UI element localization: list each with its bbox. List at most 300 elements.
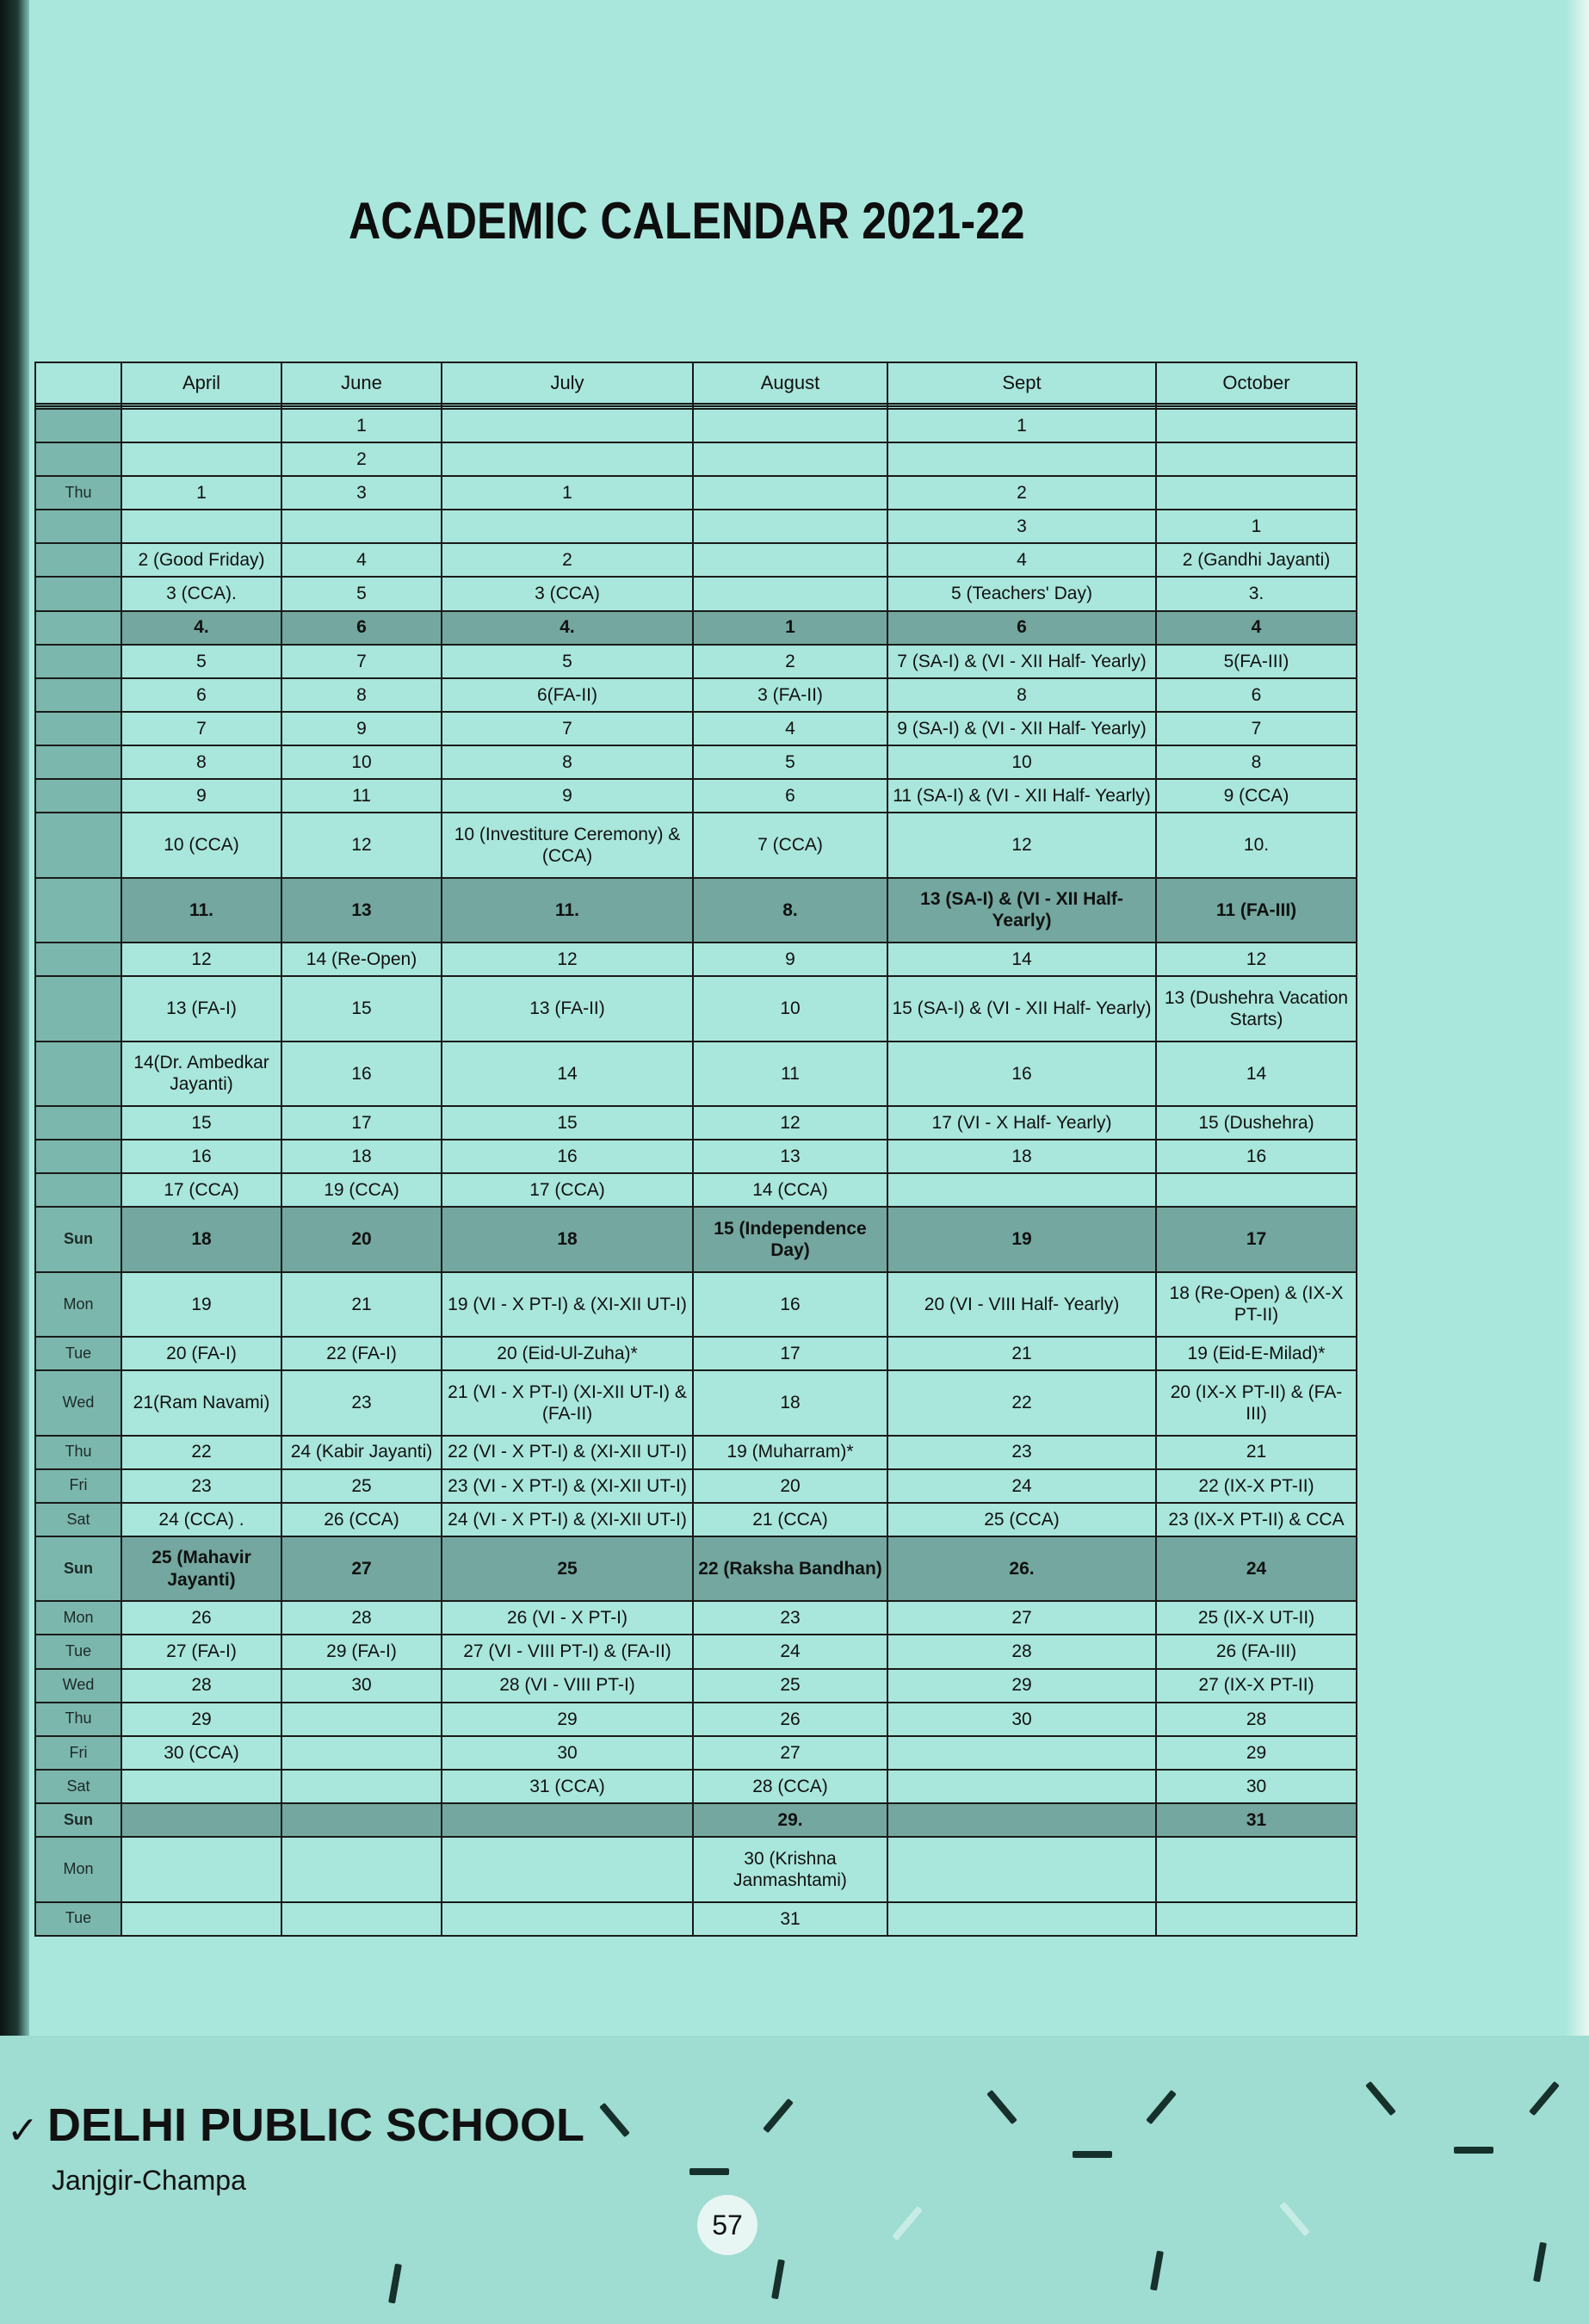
date-cell xyxy=(281,1770,442,1803)
date-cell: 25 xyxy=(693,1669,887,1703)
date-cell: 17 xyxy=(281,1106,442,1140)
page-binding-edge xyxy=(0,0,29,2324)
date-cell xyxy=(1156,409,1357,442)
date-cell xyxy=(442,442,693,476)
weekday-cell: Sun xyxy=(35,1207,121,1271)
date-cell: 11 (FA-III) xyxy=(1156,878,1357,943)
date-cell: 13 (FA-I) xyxy=(121,976,281,1041)
page-title: ACADEMIC CALENDAR 2021-22 xyxy=(349,192,1025,250)
date-cell xyxy=(693,577,887,610)
date-cell: 13 (SA-I) & (VI - XII Half- Yearly) xyxy=(887,878,1156,943)
date-cell: 12 xyxy=(1156,943,1357,976)
date-cell: 4. xyxy=(442,611,693,645)
weekday-cell xyxy=(35,611,121,645)
month-header: July xyxy=(442,362,693,404)
date-cell: 12 xyxy=(121,943,281,976)
date-cell: 5 xyxy=(693,745,887,779)
calendar-row xyxy=(35,1370,1357,1435)
date-cell: 12 xyxy=(281,813,442,877)
calendar-row xyxy=(35,678,1357,712)
calendar-row xyxy=(35,1635,1357,1668)
date-cell: 4. xyxy=(121,611,281,645)
calendar-row xyxy=(35,442,1357,476)
date-cell: 21 (CCA) xyxy=(693,1503,887,1536)
weekday-cell: Thu xyxy=(35,1703,121,1736)
date-cell: 8 xyxy=(1156,745,1357,779)
calendar-row xyxy=(35,1041,1357,1106)
date-cell xyxy=(693,510,887,543)
date-cell: 26 (VI - X PT-I) xyxy=(442,1601,693,1635)
date-cell: 21 xyxy=(1156,1436,1357,1469)
date-cell: 26 (CCA) xyxy=(281,1503,442,1536)
date-cell: 2 xyxy=(281,442,442,476)
date-cell: 29 xyxy=(887,1669,1156,1703)
date-cell: 20 (VI - VIII Half- Yearly) xyxy=(887,1272,1156,1337)
calendar-row xyxy=(35,813,1357,877)
date-cell xyxy=(1156,476,1357,510)
date-cell: 16 xyxy=(887,1041,1156,1106)
date-cell xyxy=(121,1770,281,1803)
date-cell xyxy=(442,1837,693,1901)
weekday-cell: Mon xyxy=(35,1272,121,1337)
calendar-row xyxy=(35,510,1357,543)
date-cell xyxy=(1156,1173,1357,1207)
date-cell xyxy=(121,1803,281,1837)
date-cell: 20 (IX-X PT-II) & (FA-III) xyxy=(1156,1370,1357,1435)
date-cell: 14 xyxy=(887,943,1156,976)
date-cell: 13 xyxy=(693,1140,887,1173)
date-cell: 2 xyxy=(887,476,1156,510)
date-cell: 23 xyxy=(121,1469,281,1503)
date-cell: 23 (IX-X PT-II) & CCA xyxy=(1156,1503,1357,1536)
date-cell: 18 xyxy=(121,1207,281,1271)
calendar-row xyxy=(35,1601,1357,1635)
date-cell: 17 (CCA) xyxy=(121,1173,281,1207)
date-cell: 2 (Gandhi Jayanti) xyxy=(1156,543,1357,577)
date-cell: 15 (SA-I) & (VI - XII Half- Yearly) xyxy=(887,976,1156,1041)
weekday-cell xyxy=(35,943,121,976)
date-cell: 19 (Eid-E-Milad)* xyxy=(1156,1337,1357,1370)
date-cell: 2 xyxy=(693,645,887,678)
date-cell: 22 (FA-I) xyxy=(281,1337,442,1370)
date-cell xyxy=(887,1770,1156,1803)
date-cell: 7 xyxy=(121,712,281,745)
date-cell: 6 xyxy=(281,611,442,645)
date-cell: 22 xyxy=(121,1436,281,1469)
date-cell: 18 xyxy=(442,1207,693,1271)
weekday-cell xyxy=(35,577,121,610)
date-cell: 24 (CCA) . xyxy=(121,1503,281,1536)
weekday-cell xyxy=(35,976,121,1041)
date-cell: 5(FA-III) xyxy=(1156,645,1357,678)
date-cell: 25 (Mahavir Jayanti) xyxy=(121,1536,281,1601)
date-cell: 20 (FA-I) xyxy=(121,1337,281,1370)
date-cell: 14 (Re-Open) xyxy=(281,943,442,976)
date-cell: 11. xyxy=(442,878,693,943)
calendar-row xyxy=(35,1503,1357,1536)
calendar-row xyxy=(35,745,1357,779)
date-cell: 5 (Teachers' Day) xyxy=(887,577,1156,610)
date-cell: 10 (Investiture Ceremony) & (CCA) xyxy=(442,813,693,877)
date-cell: 17 xyxy=(1156,1207,1357,1271)
date-cell: 1 xyxy=(1156,510,1357,543)
calendar-row xyxy=(35,1669,1357,1703)
date-cell xyxy=(887,442,1156,476)
calendar-row xyxy=(35,1837,1357,1901)
date-cell xyxy=(442,510,693,543)
date-cell: 30 (Krishna Janmashtami) xyxy=(693,1837,887,1901)
weekday-cell: Tue xyxy=(35,1902,121,1937)
month-header: October xyxy=(1156,362,1357,404)
weekday-cell: Thu xyxy=(35,476,121,510)
date-cell xyxy=(1156,442,1357,476)
weekday-cell xyxy=(35,645,121,678)
date-cell: 26 xyxy=(693,1703,887,1736)
date-cell xyxy=(121,1837,281,1901)
header-row xyxy=(35,362,1357,404)
calendar-row xyxy=(35,1337,1357,1370)
date-cell xyxy=(693,442,887,476)
date-cell: 18 (Re-Open) & (IX-X PT-II) xyxy=(1156,1272,1357,1337)
date-cell xyxy=(442,1803,693,1837)
date-cell: 3 (FA-II) xyxy=(693,678,887,712)
date-cell: 19 (Muharram)* xyxy=(693,1436,887,1469)
calendar-row xyxy=(35,712,1357,745)
date-cell: 26 xyxy=(121,1601,281,1635)
calendar-table xyxy=(34,362,1357,1937)
weekday-cell: Sat xyxy=(35,1770,121,1803)
date-cell: 7 (CCA) xyxy=(693,813,887,877)
date-cell: 28 xyxy=(887,1635,1156,1668)
month-header: June xyxy=(281,362,442,404)
date-cell: 17 (VI - X Half- Yearly) xyxy=(887,1106,1156,1140)
date-cell: 14 xyxy=(1156,1041,1357,1106)
calendar-row xyxy=(35,1106,1357,1140)
date-cell: 9 xyxy=(693,943,887,976)
date-cell: 27 (IX-X PT-II) xyxy=(1156,1669,1357,1703)
date-cell: 6 xyxy=(121,678,281,712)
date-cell: 15 xyxy=(442,1106,693,1140)
date-cell: 30 xyxy=(281,1669,442,1703)
date-cell: 24 (VI - X PT-I) & (XI-XII UT-I) xyxy=(442,1503,693,1536)
weekday-cell xyxy=(35,409,121,442)
calendar-row xyxy=(35,1173,1357,1207)
date-cell xyxy=(887,1803,1156,1837)
date-cell: 28 xyxy=(281,1601,442,1635)
date-cell: 28 (VI - VIII PT-I) xyxy=(442,1669,693,1703)
date-cell: 15 xyxy=(281,976,442,1041)
date-cell: 2 xyxy=(442,543,693,577)
date-cell: 10 (CCA) xyxy=(121,813,281,877)
date-cell: 24 (Kabir Jayanti) xyxy=(281,1436,442,1469)
date-cell: 5 xyxy=(121,645,281,678)
date-cell: 14 xyxy=(442,1041,693,1106)
date-cell: 28 xyxy=(1156,1703,1357,1736)
decorative-dash xyxy=(689,2168,729,2175)
date-cell: 27 xyxy=(693,1736,887,1770)
date-cell: 22 (Raksha Bandhan) xyxy=(693,1536,887,1601)
date-cell: 30 xyxy=(1156,1770,1357,1803)
date-cell: 25 (CCA) xyxy=(887,1503,1156,1536)
weekday-cell: Sat xyxy=(35,1503,121,1536)
date-cell: 7 xyxy=(1156,712,1357,745)
calendar-body xyxy=(35,404,1357,1936)
date-cell: 26. xyxy=(887,1536,1156,1601)
day-column-header xyxy=(35,362,121,404)
date-cell: 27 (FA-I) xyxy=(121,1635,281,1668)
date-cell: 3 (CCA) xyxy=(442,577,693,610)
date-cell xyxy=(887,1902,1156,1937)
date-cell: 10 xyxy=(281,745,442,779)
date-cell xyxy=(442,409,693,442)
month-header: April xyxy=(121,362,281,404)
date-cell: 3 xyxy=(887,510,1156,543)
date-cell xyxy=(1156,1837,1357,1901)
date-cell: 31 xyxy=(1156,1803,1357,1837)
calendar-row xyxy=(35,878,1357,943)
date-cell: 1 xyxy=(693,611,887,645)
date-cell: 26 (FA-III) xyxy=(1156,1635,1357,1668)
date-cell: 12 xyxy=(887,813,1156,877)
date-cell: 28 (CCA) xyxy=(693,1770,887,1803)
weekday-cell xyxy=(35,1140,121,1173)
calendar-row xyxy=(35,1803,1357,1837)
date-cell xyxy=(281,1902,442,1937)
date-cell: 14(Dr. Ambedkar Jayanti) xyxy=(121,1041,281,1106)
date-cell: 5 xyxy=(281,577,442,610)
weekday-cell xyxy=(35,678,121,712)
date-cell: 29 (FA-I) xyxy=(281,1635,442,1668)
date-cell: 31 xyxy=(693,1902,887,1937)
weekday-cell: Wed xyxy=(35,1370,121,1435)
date-cell: 24 xyxy=(693,1635,887,1668)
date-cell: 27 (VI - VIII PT-I) & (FA-II) xyxy=(442,1635,693,1668)
page-number: 57 xyxy=(697,2195,757,2255)
date-cell: 1 xyxy=(442,476,693,510)
date-cell: 16 xyxy=(281,1041,442,1106)
date-cell: 22 (VI - X PT-I) & (XI-XII UT-I) xyxy=(442,1436,693,1469)
date-cell: 11. xyxy=(121,878,281,943)
calendar-row xyxy=(35,1207,1357,1271)
weekday-cell: Thu xyxy=(35,1436,121,1469)
weekday-cell: Fri xyxy=(35,1469,121,1503)
date-cell: 8. xyxy=(693,878,887,943)
date-cell: 4 xyxy=(1156,611,1357,645)
date-cell: 8 xyxy=(442,745,693,779)
calendar-row xyxy=(35,1469,1357,1503)
date-cell: 20 xyxy=(281,1207,442,1271)
date-cell: 21 xyxy=(281,1272,442,1337)
page-right-edge xyxy=(1565,0,1589,2324)
date-cell: 22 (IX-X PT-II) xyxy=(1156,1469,1357,1503)
date-cell: 15 (Dushehra) xyxy=(1156,1106,1357,1140)
date-cell: 20 (Eid-Ul-Zuha)* xyxy=(442,1337,693,1370)
date-cell: 6(FA-II) xyxy=(442,678,693,712)
date-cell: 29 xyxy=(442,1703,693,1736)
date-cell: 17 (CCA) xyxy=(442,1173,693,1207)
date-cell xyxy=(1156,1902,1357,1937)
date-cell xyxy=(887,1837,1156,1901)
weekday-cell xyxy=(35,1041,121,1106)
date-cell: 29 xyxy=(1156,1736,1357,1770)
decorative-dash xyxy=(1073,2151,1112,2158)
date-cell: 19 (CCA) xyxy=(281,1173,442,1207)
school-name: DELHI PUBLIC SCHOOL xyxy=(47,2099,585,2151)
date-cell: 12 xyxy=(693,1106,887,1140)
weekday-cell xyxy=(35,878,121,943)
date-cell: 19 xyxy=(121,1272,281,1337)
date-cell: 15 xyxy=(121,1106,281,1140)
date-cell: 1 xyxy=(121,476,281,510)
date-cell: 27 xyxy=(887,1601,1156,1635)
weekday-cell xyxy=(35,1106,121,1140)
month-header: August xyxy=(693,362,887,404)
date-cell: 29 xyxy=(121,1703,281,1736)
calendar-row xyxy=(35,1902,1357,1937)
date-cell: 9 xyxy=(442,779,693,813)
calendar-row xyxy=(35,976,1357,1041)
date-cell: 20 xyxy=(693,1469,887,1503)
date-cell xyxy=(887,1736,1156,1770)
date-cell: 23 xyxy=(887,1436,1156,1469)
date-cell: 4 xyxy=(693,712,887,745)
date-cell: 1 xyxy=(887,409,1156,442)
date-cell: 11 xyxy=(281,779,442,813)
date-cell xyxy=(887,1173,1156,1207)
date-cell: 2 (Good Friday) xyxy=(121,543,281,577)
calendar-row xyxy=(35,1436,1357,1469)
date-cell: 29. xyxy=(693,1803,887,1837)
calendar-row xyxy=(35,611,1357,645)
date-cell: 18 xyxy=(693,1370,887,1435)
date-cell: 4 xyxy=(887,543,1156,577)
date-cell: 6 xyxy=(1156,678,1357,712)
weekday-cell: Fri xyxy=(35,1736,121,1770)
date-cell: 11 xyxy=(693,1041,887,1106)
calendar-row xyxy=(35,1736,1357,1770)
weekday-cell xyxy=(35,712,121,745)
date-cell xyxy=(693,476,887,510)
date-cell: 10. xyxy=(1156,813,1357,877)
date-cell: 27 xyxy=(281,1536,442,1601)
date-cell: 21 xyxy=(887,1337,1156,1370)
date-cell: 30 xyxy=(442,1736,693,1770)
date-cell: 10 xyxy=(693,976,887,1041)
date-cell: 7 xyxy=(281,645,442,678)
date-cell xyxy=(693,543,887,577)
date-cell: 31 (CCA) xyxy=(442,1770,693,1803)
decorative-dash xyxy=(1454,2147,1493,2154)
date-cell: 7 (SA-I) & (VI - XII Half- Yearly) xyxy=(887,645,1156,678)
date-cell: 15 (Independence Day) xyxy=(693,1207,887,1271)
date-cell: 14 (CCA) xyxy=(693,1173,887,1207)
calendar-row xyxy=(35,1272,1357,1337)
date-cell: 3 xyxy=(281,476,442,510)
date-cell: 23 xyxy=(693,1601,887,1635)
date-cell: 8 xyxy=(887,678,1156,712)
date-cell: 1 xyxy=(281,409,442,442)
date-cell xyxy=(281,1837,442,1901)
date-cell xyxy=(442,1902,693,1937)
weekday-cell xyxy=(35,745,121,779)
date-cell xyxy=(281,510,442,543)
checkmark-icon: ✓ xyxy=(7,2110,39,2152)
date-cell: 23 xyxy=(281,1370,442,1435)
date-cell: 13 (Dushehra Vacation Starts) xyxy=(1156,976,1357,1041)
weekday-cell xyxy=(35,1173,121,1207)
calendar-row xyxy=(35,543,1357,577)
date-cell: 23 (VI - X PT-I) & (XI-XII UT-I) xyxy=(442,1469,693,1503)
school-city: Janjgir-Champa xyxy=(52,2165,246,2196)
date-cell xyxy=(121,442,281,476)
date-cell: 6 xyxy=(693,779,887,813)
date-cell: 5 xyxy=(442,645,693,678)
calendar-row xyxy=(35,577,1357,610)
weekday-cell xyxy=(35,510,121,543)
date-cell xyxy=(121,510,281,543)
date-cell: 25 (IX-X UT-II) xyxy=(1156,1601,1357,1635)
date-cell: 17 xyxy=(693,1337,887,1370)
weekday-cell: Mon xyxy=(35,1837,121,1901)
date-cell: 10 xyxy=(887,745,1156,779)
date-cell: 18 xyxy=(887,1140,1156,1173)
date-cell: 9 (CCA) xyxy=(1156,779,1357,813)
date-cell: 22 xyxy=(887,1370,1156,1435)
calendar-row xyxy=(35,1140,1357,1173)
date-cell: 24 xyxy=(1156,1536,1357,1601)
date-cell: 9 (SA-I) & (VI - XII Half- Yearly) xyxy=(887,712,1156,745)
date-cell: 8 xyxy=(121,745,281,779)
date-cell: 21 (VI - X PT-I) (XI-XII UT-I) & (FA-II) xyxy=(442,1370,693,1435)
date-cell: 30 xyxy=(887,1703,1156,1736)
calendar-row xyxy=(35,1703,1357,1736)
weekday-cell xyxy=(35,442,121,476)
date-cell xyxy=(281,1803,442,1837)
date-cell: 19 (VI - X PT-I) & (XI-XII UT-I) xyxy=(442,1272,693,1337)
date-cell xyxy=(121,409,281,442)
date-cell: 25 xyxy=(281,1469,442,1503)
date-cell: 13 (FA-II) xyxy=(442,976,693,1041)
date-cell: 3. xyxy=(1156,577,1357,610)
weekday-cell: Tue xyxy=(35,1635,121,1668)
date-cell: 16 xyxy=(121,1140,281,1173)
weekday-cell: Mon xyxy=(35,1601,121,1635)
date-cell: 11 (SA-I) & (VI - XII Half- Yearly) xyxy=(887,779,1156,813)
date-cell: 16 xyxy=(1156,1140,1357,1173)
date-cell: 7 xyxy=(442,712,693,745)
date-cell xyxy=(281,1703,442,1736)
date-cell: 4 xyxy=(281,543,442,577)
date-cell: 9 xyxy=(121,779,281,813)
date-cell: 9 xyxy=(281,712,442,745)
month-header: Sept xyxy=(887,362,1156,404)
weekday-cell: Wed xyxy=(35,1669,121,1703)
date-cell: 16 xyxy=(693,1272,887,1337)
calendar-row xyxy=(35,1770,1357,1803)
date-cell: 8 xyxy=(281,678,442,712)
weekday-cell xyxy=(35,813,121,877)
weekday-cell: Sun xyxy=(35,1803,121,1837)
date-cell: 12 xyxy=(442,943,693,976)
date-cell: 30 (CCA) xyxy=(121,1736,281,1770)
weekday-cell xyxy=(35,779,121,813)
calendar-row xyxy=(35,943,1357,976)
date-cell: 19 xyxy=(887,1207,1156,1271)
weekday-cell: Sun xyxy=(35,1536,121,1601)
calendar-row xyxy=(35,1536,1357,1601)
weekday-cell xyxy=(35,543,121,577)
date-cell: 6 xyxy=(887,611,1156,645)
